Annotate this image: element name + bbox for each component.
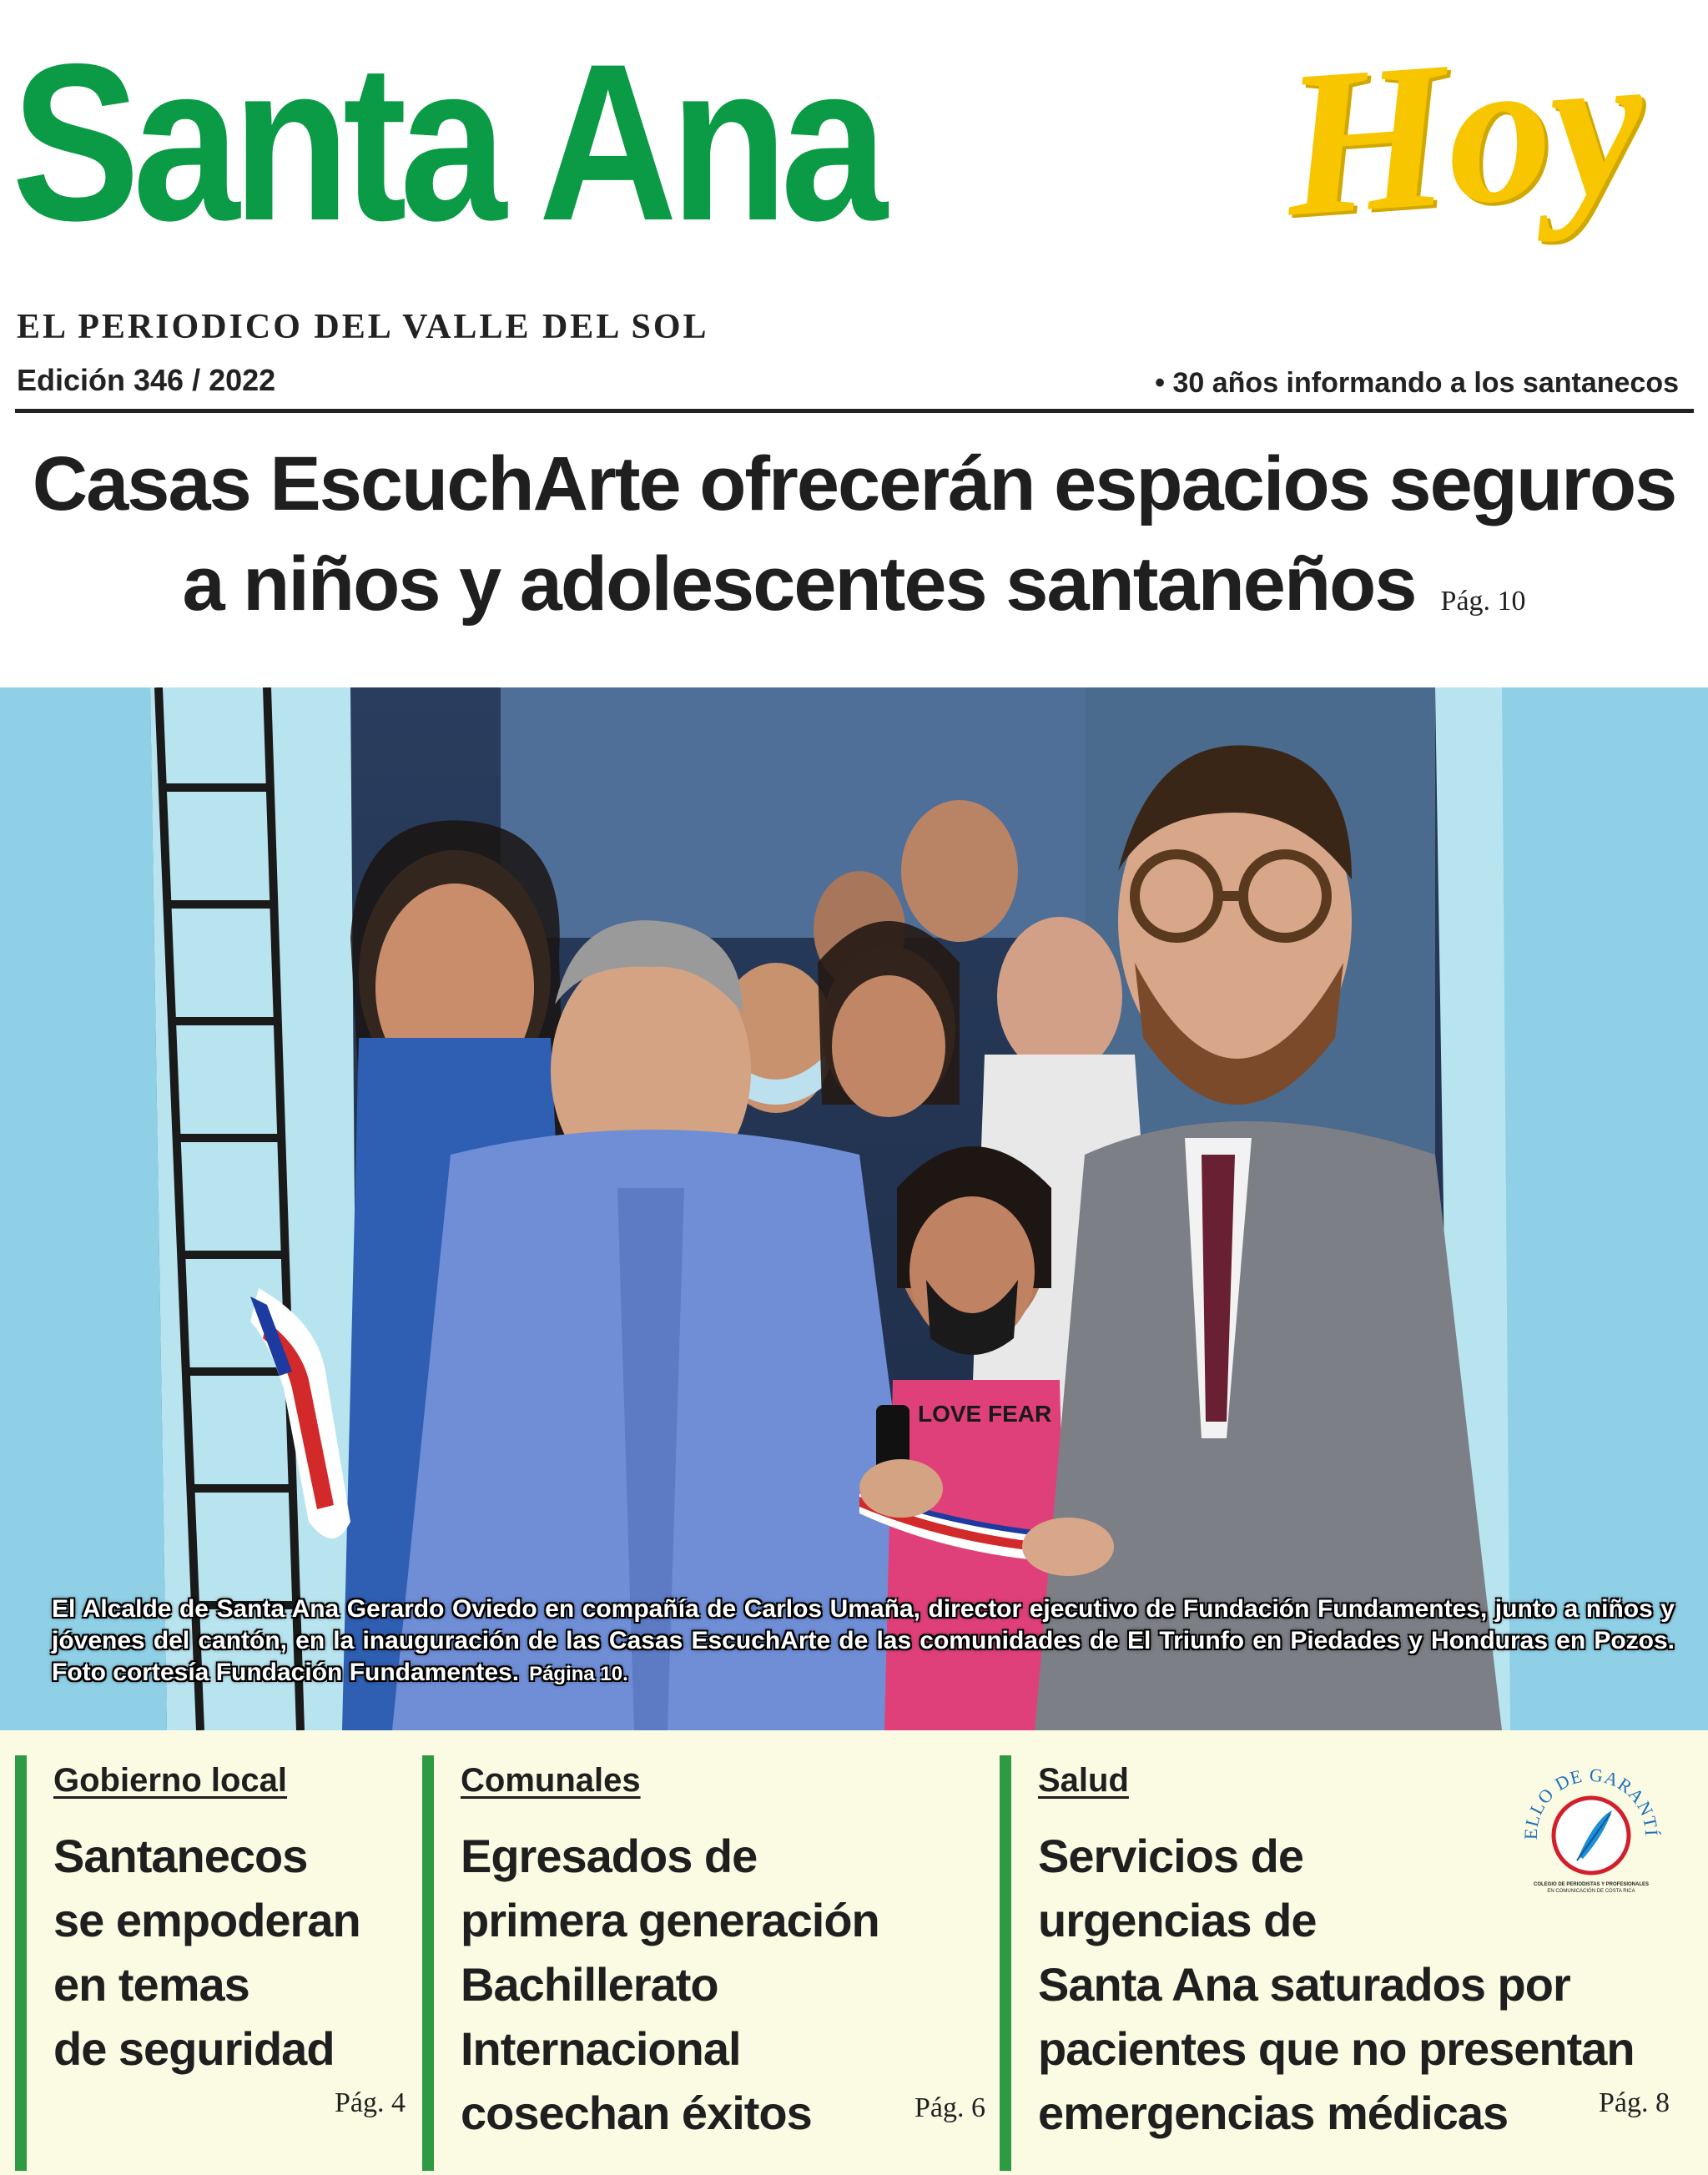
photo-caption-page: Página 10. [529, 1663, 628, 1685]
group-photo-illustration [0, 687, 1708, 1730]
masthead-divider [15, 409, 1694, 413]
teaser-line: urgencias de [1038, 1894, 1317, 1946]
seal-org-line1: COLEGIO DE PERIODISTAS Y PROFESIONALES [1533, 1882, 1650, 1887]
teaser-line: Bachillerato [461, 1958, 718, 2011]
teaser-line: emergencias médicas [1038, 2087, 1509, 2139]
teaser-line: se empoderan [53, 1894, 360, 1946]
cover-photo [0, 687, 1708, 1730]
teaser-page-ref: Pág. 6 [914, 2092, 985, 2123]
teaser-line: primera generación [461, 1894, 879, 1946]
teaser-section-label: Gobierno local [53, 1762, 288, 1799]
teaser-accent-bar [1000, 1755, 1011, 2171]
teaser-accent-bar [422, 1755, 434, 2171]
headline-line-2: a niños y adolescentes santaneños [182, 541, 1416, 627]
teaser-comunales[interactable] [422, 1730, 998, 2175]
right-door [1494, 687, 1708, 1730]
masthead [0, 0, 1708, 417]
photo-caption [52, 1593, 1675, 1690]
newspaper-subtitle: EL PERIODICO DEL VALLE DEL SOL [17, 308, 709, 346]
main-headline[interactable] [0, 434, 1708, 652]
edition-number: Edición 346 / 2022 [17, 363, 276, 397]
teaser-line: Egresados de [461, 1830, 758, 1882]
teaser-line: Santanecos [53, 1830, 308, 1882]
teaser-story-title [461, 1824, 879, 2145]
teaser-story-title [53, 1824, 360, 2081]
teasers-section [0, 1730, 1708, 2175]
teaser-accent-bar [15, 1755, 27, 2171]
teaser-page-ref: Pág. 4 [335, 2087, 406, 2118]
guarantee-seal [1512, 1760, 1670, 1911]
left-door [0, 687, 167, 1730]
teaser-line: Santa Ana saturados por [1038, 1958, 1570, 2011]
teaser-line: pacientes que no presentan [1038, 2022, 1635, 2075]
teaser-gobierno-local[interactable] [15, 1730, 416, 2175]
headline-page-ref: Pág. 10 [1440, 586, 1526, 617]
teaser-page-ref: Pág. 8 [1599, 2087, 1670, 2118]
teaser-line: en temas [53, 1958, 249, 2011]
newspaper-title-accent: Hoy [1277, 4, 1652, 261]
seal-org-line2: EN COMUNICACIÓN DE COSTA RICA [1547, 1889, 1635, 1894]
teaser-section-label: Comunales [461, 1762, 641, 1799]
teaser-line: cosechan éxitos [461, 2087, 812, 2139]
teaser-line: de seguridad [53, 2022, 335, 2075]
teaser-line: Internacional [461, 2022, 741, 2075]
teaser-line: Servicios de [1038, 1830, 1303, 1882]
headline-line-1: Casas EscuchArte ofrecerán espacios seguros [32, 441, 1676, 526]
shirt-text: LOVE FEAR [918, 1401, 1052, 1427]
tagline: • 30 años informando a los santanecos [1155, 367, 1679, 399]
photo-caption-text: El Alcalde de Santa Ana Gerardo Oviedo en compañía de Carlos Umaña, director ejecutivo de Fundación Fundamentes, junto a niños y jóvenes del cantón, en la inauguración de las Casas EscuchArte de las comunidades de El Triunfo en Piedades y Honduras en Pozos. Foto cortesía Fundación Fundamentes. [52, 1595, 1675, 1686]
teaser-section-label: Salud [1038, 1762, 1129, 1799]
newspaper-title: Santa Ana [12, 17, 881, 267]
seal-arc-text: ELLO DE GARANTÍ [1519, 1764, 1663, 1840]
